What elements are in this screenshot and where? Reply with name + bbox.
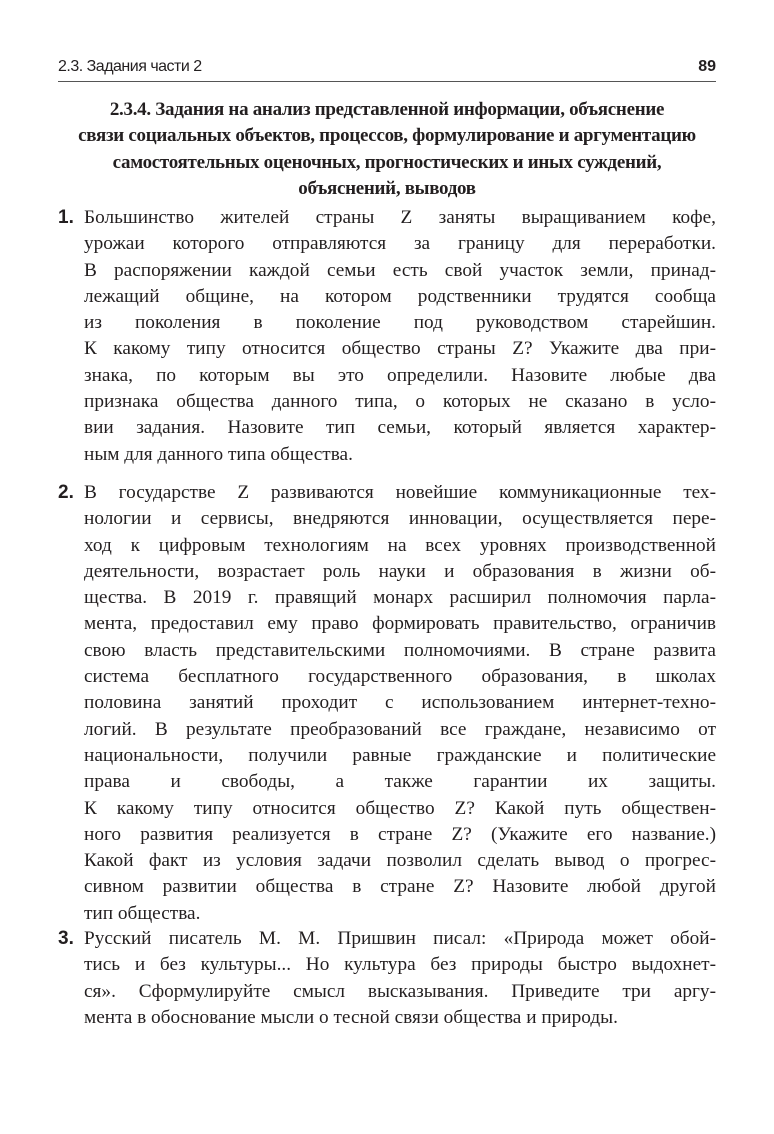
text-line: половина занятий проходит с использованием интернет-техно- — [84, 692, 716, 714]
text-line: В распоряжении каждой семьи есть свой участок земли, принад- — [84, 259, 716, 281]
running-header — [58, 57, 716, 82]
text-line: знака, по которым вы это определили. Назовите любые два — [84, 364, 716, 386]
task-text — [84, 480, 716, 927]
text-line: признака общества данного типа, о которых не сказано в усло- — [84, 391, 716, 413]
heading-line: объяснений, выводов — [298, 177, 476, 199]
text-line: Какой факт из условия задачи позволил сделать вывод о прогрес- — [84, 850, 716, 872]
task-number: 1. — [58, 207, 74, 228]
text-line: тись и без культуры... Но культура без природы быстро выдохнет- — [84, 954, 716, 976]
task-1 — [58, 205, 716, 468]
task-2 — [58, 480, 716, 927]
text-line: тип общества. — [84, 902, 201, 924]
text-line: Большинство жителей страны Z заняты выращиванием кофе, — [84, 207, 716, 228]
text-line: права и свободы, а также гарантии их защиты. — [84, 771, 716, 793]
text-line: мента в обоснование мысли о тесной связи общества и природы. — [84, 1006, 618, 1028]
text-line: К какому типу относится общество Z? Какой путь обществен- — [84, 797, 716, 819]
text-line: вии задания. Назовите тип семьи, который является характер- — [84, 417, 716, 439]
text-line: ся». Сформулируйте смысл высказывания. Приведите три аргу- — [84, 980, 716, 1002]
text-line: Русский писатель М. М. Пришвин писал: «Природа может обой- — [84, 928, 716, 949]
heading-line: 2.3.4. Задания на анализ представленной информации, объяснение — [109, 99, 665, 120]
text-line: деятельности, возрастает роль науки и образования в жизни об- — [84, 560, 716, 582]
section-heading — [58, 97, 716, 202]
heading-line: связи социальных объектов, процессов, формулирование и аргументацию — [78, 125, 696, 147]
text-line: ным для данного типа общества. — [84, 443, 353, 465]
text-line: национальности, получили равные гражданские и политические — [84, 744, 716, 766]
text-line: лежащий общине, на котором родственники трудятся сообща — [84, 285, 716, 307]
text-line: щества. В 2019 г. правящий монарх расширил полномочия парла- — [84, 587, 716, 609]
text-line: урожаи которого отправляются за границу для переработки. — [84, 233, 716, 255]
text-line: сивном развитии общества в стране Z? Назовите любой другой — [84, 876, 716, 898]
text-line: мента, предоставил ему право формировать правительство, ограничив — [84, 613, 716, 635]
text-line: система бесплатного государственного образования, в школах — [84, 666, 716, 688]
text-line: ход к цифровым технологиям на всех уровнях производственной — [84, 534, 716, 556]
text-line: К какому типу относится общество страны Z? Укажите два при- — [84, 338, 716, 360]
task-text — [84, 205, 716, 468]
text-line: В государстве Z развиваются новейшие коммуникационные тех- — [84, 482, 716, 503]
section-title: 2.3. Задания части 2 — [58, 58, 202, 75]
text-line: свою власть представительскими полномочиями. В стране развита — [84, 639, 716, 661]
text-line: из поколения в поколение под руководством старейшин. — [84, 312, 716, 334]
task-3 — [58, 926, 716, 1031]
task-number: 2. — [58, 482, 74, 503]
task-number: 3. — [58, 928, 74, 949]
text-line: ного развития реализуется в стране Z? (Укажите его название.) — [84, 823, 716, 845]
page-number: 89 — [698, 58, 716, 75]
task-text — [84, 926, 716, 1031]
text-line: логий. В результате преобразований все граждане, независимо от — [84, 718, 716, 740]
heading-line: самостоятельных оценочных, прогностических и иных суждений, — [112, 151, 662, 173]
text-line: нологии и сервисы, внедряются инновации, осуществляется пере- — [84, 508, 716, 530]
